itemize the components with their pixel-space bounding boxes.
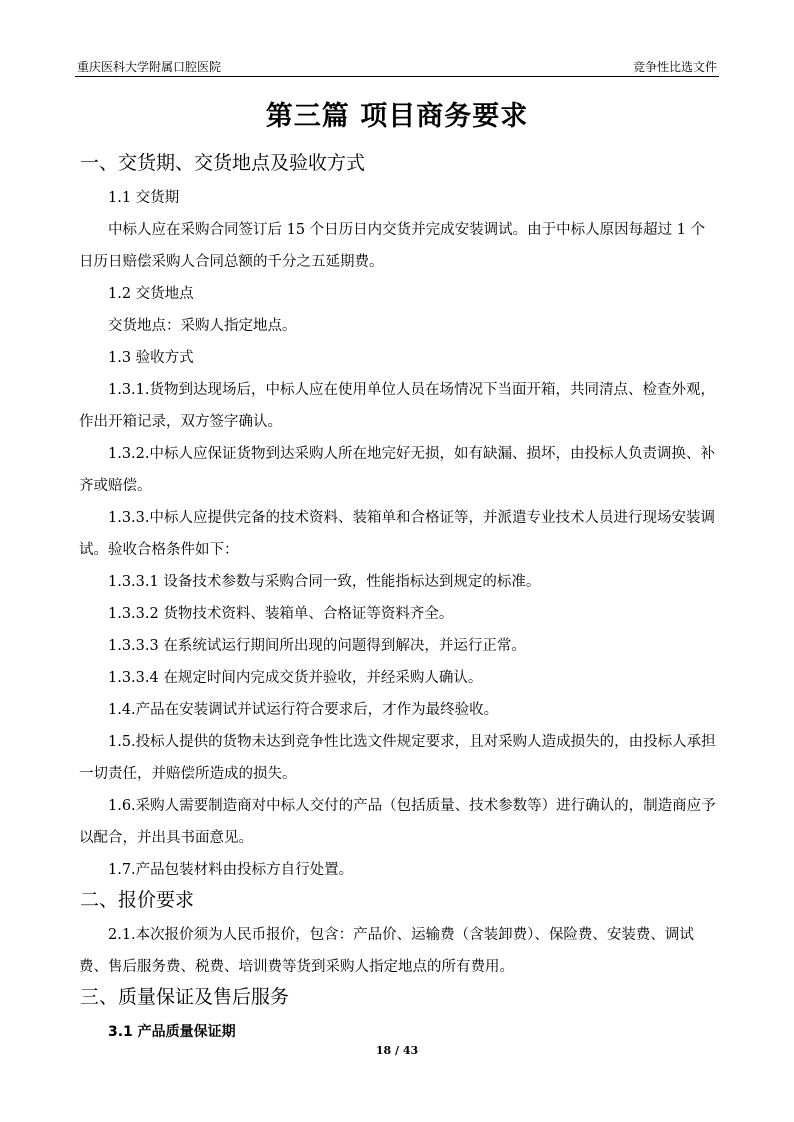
paragraph: 1.3.3.1 设备技术参数与采购合同一致，性能指标达到规定的标准。 bbox=[108, 574, 541, 590]
paragraph: 中标人应在采购合同签订后 15 个日历日内交货并完成安装调试。由于中标人原因每超过 1 个日历日赔偿采购人合同总额的千分之五延期费。 bbox=[79, 222, 706, 270]
paragraph: 1.3.3.3 在系统试运行期间所出现的问题得到解决，并运行正常。 bbox=[108, 638, 526, 654]
header-document-type: 竞争性比选文件 bbox=[632, 60, 717, 74]
paragraph: 1.3.3.中标人应提供完备的技术资料、装箱单和合格证等，并派遣专业技术人员进行现场安装调试。验收合格条件如下： bbox=[79, 510, 715, 558]
paragraph: 1.6.采购人需要制造商对中标人交付的产品（包括质量、技术参数等）进行确认的，制造商应予以配合，并出具书面意见。 bbox=[79, 798, 716, 846]
paragraph: 1.7.产品包装材料由投标方自行处置。 bbox=[108, 862, 354, 878]
section-heading-warranty: 三、质量保证及售后服务 bbox=[80, 986, 290, 1008]
paragraph: 1.3.3.4 在规定时间内完成交货并验收，并经采购人确认。 bbox=[108, 670, 483, 686]
subsection-3-1: 3.1 产品质量保证期 bbox=[108, 1024, 236, 1040]
header-hospital-name: 重庆医科大学附属口腔医院 bbox=[77, 60, 222, 74]
section-heading-pricing: 二、报价要求 bbox=[80, 889, 195, 911]
paragraph: 1.3.3.2 货物技术资料、装箱单、合格证等资料齐全。 bbox=[108, 606, 454, 622]
subsection-1-2: 1.2 交货地点 bbox=[108, 286, 194, 302]
section-heading-delivery: 一、交货期、交货地点及验收方式 bbox=[80, 152, 366, 174]
paragraph: 2.1.本次报价须为人民币报价，包含：产品价、运输费（含装卸费）、保险费、安装费、调试费、售后服务费、税费、培训费等货到采购人指定地点的所有费用。 bbox=[79, 927, 694, 975]
document-body bbox=[79, 151, 719, 1048]
paragraph: 1.3.2.中标人应保证货物到达采购人所在地完好无损，如有缺漏、损坏，由投标人负责调换、补齐或赔偿。 bbox=[79, 446, 715, 494]
page-header bbox=[75, 56, 719, 77]
paragraph: 1.5.投标人提供的货物未达到竞争性比选文件规定要求，且对采购人造成损失的，由投标人承担一切责任，并赔偿所造成的损失。 bbox=[79, 734, 716, 782]
subsection-1-3: 1.3 验收方式 bbox=[108, 350, 194, 366]
subsection-1-1: 1.1 交货期 bbox=[108, 190, 180, 206]
paragraph: 1.3.1.货物到达现场后，中标人应在使用单位人员在场情况下当面开箱，共同清点、检查外观，作出开箱记录，双方签字确认。 bbox=[79, 382, 715, 430]
page-title: 第三篇 项目商务要求 bbox=[265, 101, 529, 132]
page-number: 18 / 43 bbox=[375, 1044, 419, 1057]
paragraph: 交货地点：采购人指定地点。 bbox=[108, 318, 297, 334]
paragraph: 1.4.产品在安装调试并试运行符合要求后，才作为最终验收。 bbox=[108, 702, 499, 718]
